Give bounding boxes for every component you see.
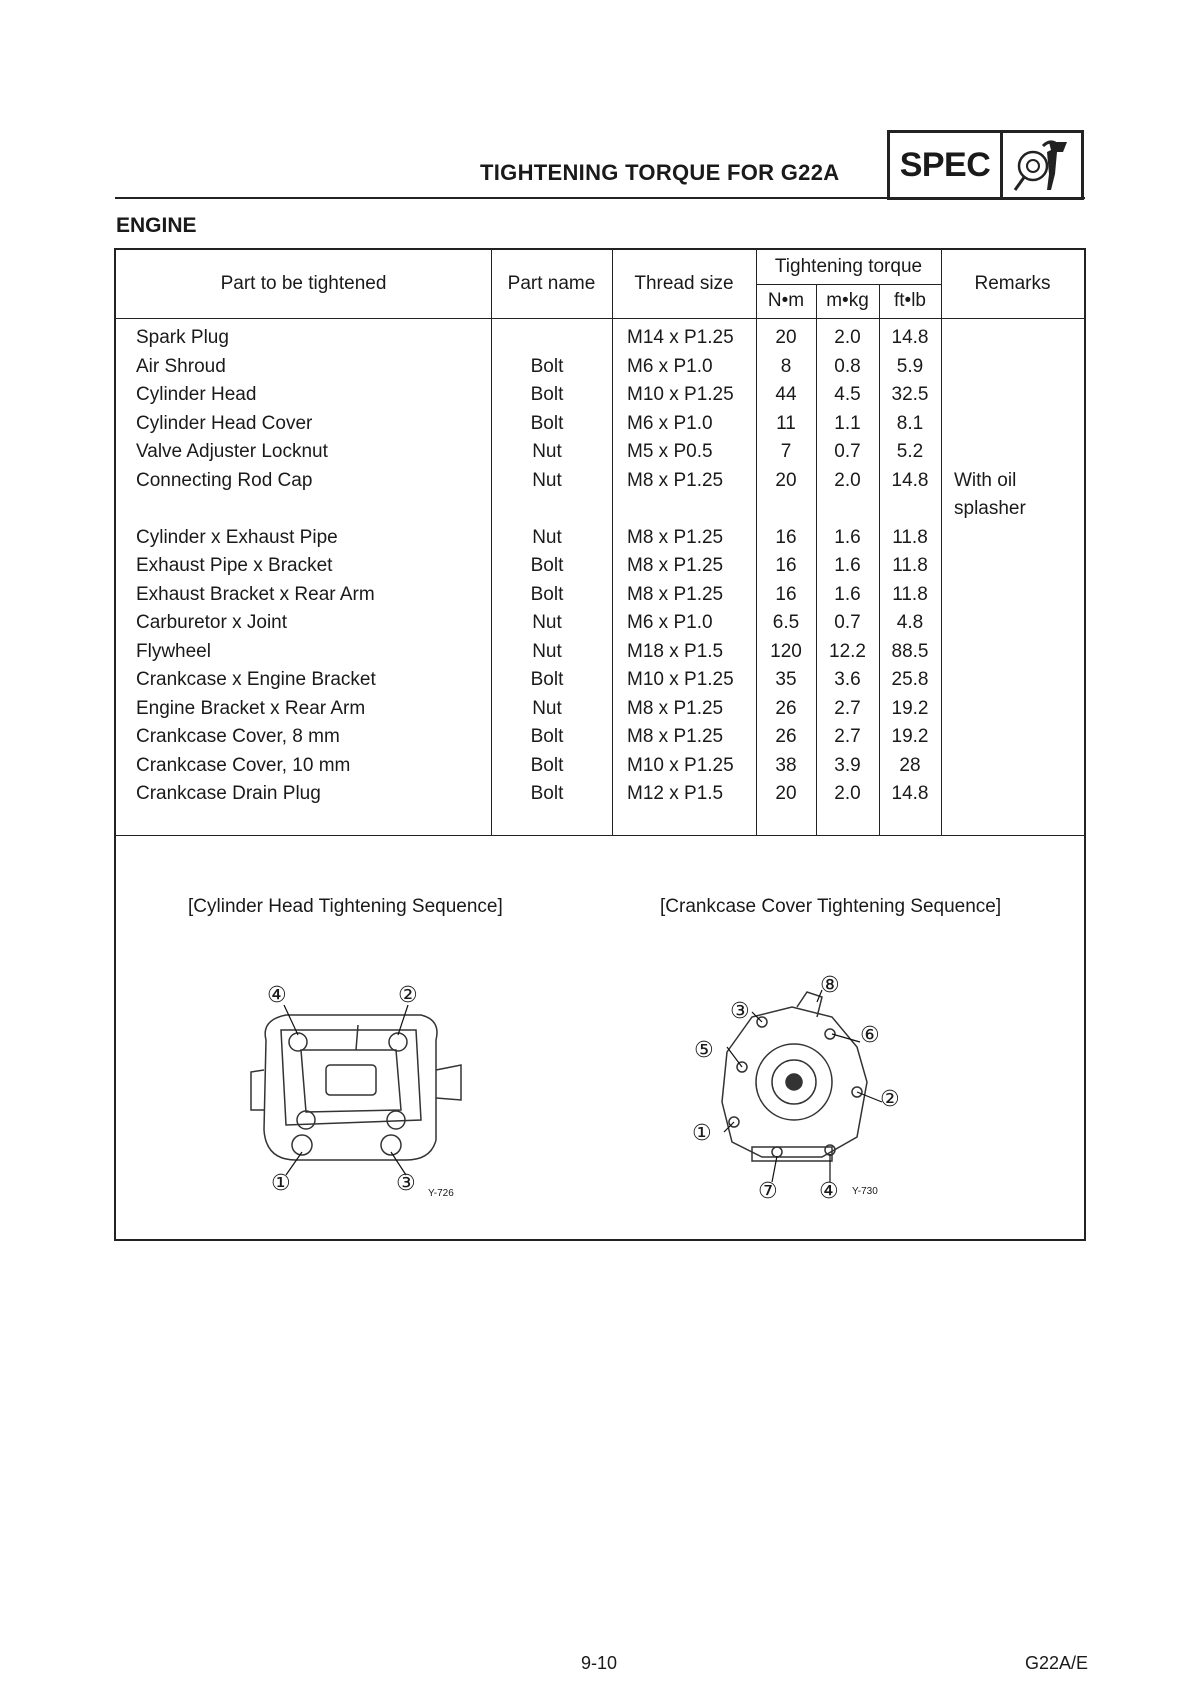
header-row-divider bbox=[116, 318, 1084, 319]
cell-mkg: 0.7 bbox=[834, 612, 861, 633]
page-number: 9-10 bbox=[581, 1653, 618, 1673]
cell-part: Engine Bracket x Rear Arm bbox=[136, 697, 366, 719]
cell-part-name: Nut bbox=[532, 697, 562, 719]
cell-thread: M10 x P1.25 bbox=[627, 384, 734, 405]
cell-ftlb: 11.8 bbox=[892, 555, 928, 576]
cell-part-name: Bolt bbox=[530, 384, 564, 405]
cylinder-head-diagram bbox=[246, 980, 476, 1200]
sequence-label: ③ bbox=[396, 1170, 416, 1195]
table-row bbox=[116, 498, 1084, 526]
cell-nm: 16 bbox=[775, 555, 797, 576]
cell-thread: M8 x P1.25 bbox=[627, 469, 724, 491]
cell-nm: 20 bbox=[775, 327, 797, 348]
header-divider bbox=[115, 197, 1085, 199]
cell-remarks: splasher bbox=[954, 498, 1026, 519]
crankcase-cover-diagram bbox=[682, 972, 922, 1202]
cell-thread: M5 x P0.5 bbox=[627, 441, 713, 462]
cell-ftlb: 25.8 bbox=[891, 669, 929, 690]
cell-nm: 35 bbox=[775, 669, 797, 690]
sequence-label: ⑥ bbox=[860, 1022, 880, 1047]
table-row bbox=[116, 555, 1084, 583]
cell-thread: M6 x P1.0 bbox=[627, 355, 713, 377]
cell-nm: 20 bbox=[775, 469, 797, 491]
header-mkg: m•kg bbox=[826, 290, 869, 311]
sequence-label: ⑦ bbox=[758, 1178, 778, 1203]
table-row bbox=[116, 584, 1084, 612]
cell-mkg: 2.0 bbox=[834, 327, 861, 348]
sequence-label: ① bbox=[692, 1120, 712, 1145]
cell-nm: 11 bbox=[776, 412, 796, 434]
spec-badge bbox=[887, 130, 1084, 200]
sequence-label: ④ bbox=[267, 982, 287, 1007]
cell-part: Crankcase Drain Plug bbox=[136, 783, 321, 804]
sequence-label: ① bbox=[271, 1170, 291, 1195]
cell-ftlb: 19.2 bbox=[891, 726, 929, 747]
table-row bbox=[116, 641, 1084, 669]
cell-ftlb: 5.9 bbox=[896, 355, 924, 377]
cell-nm: 26 bbox=[775, 726, 797, 747]
cell-nm: 38 bbox=[775, 754, 797, 776]
cell-mkg: 2.7 bbox=[834, 697, 861, 719]
cell-ftlb: 14.8 bbox=[891, 327, 929, 348]
cell-mkg: 2.0 bbox=[834, 469, 861, 491]
table-row bbox=[116, 413, 1084, 441]
cell-part: Air Shroud bbox=[136, 355, 226, 377]
cell-part: Spark Plug bbox=[136, 327, 229, 348]
cell-mkg: 1.6 bbox=[834, 555, 861, 576]
cell-thread: M6 x P1.0 bbox=[627, 412, 713, 434]
cell-part-name: Nut bbox=[532, 469, 562, 491]
cell-part: Exhaust Pipe x Bracket bbox=[136, 555, 333, 576]
cell-part-name: Bolt bbox=[530, 726, 564, 747]
torque-table bbox=[114, 248, 1086, 1241]
cell-ftlb: 11.8 bbox=[892, 583, 928, 605]
cell-ftlb: 32.5 bbox=[891, 384, 929, 405]
table-row bbox=[116, 755, 1084, 783]
cell-part: Cylinder Head bbox=[136, 384, 257, 405]
cell-part-name: Bolt bbox=[530, 669, 564, 690]
section-title: ENGINE bbox=[116, 214, 197, 237]
cell-nm: 26 bbox=[775, 697, 797, 719]
table-row bbox=[116, 384, 1084, 412]
sequence-label: ⑤ bbox=[694, 1037, 714, 1062]
cylinder-head-sequence-caption: [Cylinder Head Tightening Sequence] bbox=[188, 896, 503, 917]
cell-part: Carburetor x Joint bbox=[136, 612, 288, 633]
cell-nm: 6.5 bbox=[772, 612, 800, 633]
cell-mkg: 0.8 bbox=[834, 355, 861, 377]
cell-ftlb: 88.5 bbox=[891, 640, 929, 662]
cell-part-name: Bolt bbox=[530, 555, 564, 576]
cell-ftlb: 28 bbox=[899, 754, 921, 776]
table-row bbox=[116, 441, 1084, 469]
table-bottom-divider bbox=[116, 835, 1084, 836]
cell-part: Valve Adjuster Locknut bbox=[136, 441, 328, 462]
cell-thread: M8 x P1.25 bbox=[627, 726, 724, 747]
cell-part: Crankcase Cover, 8 mm bbox=[136, 726, 340, 747]
table-row bbox=[116, 698, 1084, 726]
table-row bbox=[116, 327, 1084, 355]
sequence-label: ⑧ bbox=[820, 972, 840, 997]
sequence-label: ② bbox=[398, 982, 418, 1007]
cell-mkg: 12.2 bbox=[829, 640, 866, 662]
cell-mkg: 2.0 bbox=[834, 783, 861, 804]
model-code: G22A/E bbox=[1025, 1653, 1089, 1673]
cell-nm: 120 bbox=[770, 640, 802, 662]
cell-thread: M12 x P1.5 bbox=[627, 783, 724, 804]
cell-thread: M8 x P1.25 bbox=[627, 697, 724, 719]
cell-part-name: Nut bbox=[532, 441, 562, 462]
cell-thread: M14 x P1.25 bbox=[627, 327, 734, 348]
table-row bbox=[116, 612, 1084, 640]
cell-part-name: Bolt bbox=[530, 412, 564, 434]
cell-thread: M10 x P1.25 bbox=[627, 669, 734, 690]
table-row bbox=[116, 669, 1084, 697]
cell-nm: 16 bbox=[775, 526, 797, 548]
cell-part-name: Nut bbox=[532, 526, 562, 548]
figure-code: Y-730 bbox=[852, 1186, 878, 1197]
cell-ftlb: 14.8 bbox=[891, 783, 929, 804]
cell-nm: 16 bbox=[775, 583, 797, 605]
cell-ftlb: 8.1 bbox=[896, 412, 924, 434]
cell-ftlb: 11.8 bbox=[892, 526, 928, 548]
header-part: Part to be tightened bbox=[220, 273, 387, 294]
cell-thread: M6 x P1.0 bbox=[627, 612, 713, 633]
cell-mkg: 1.6 bbox=[834, 526, 861, 548]
cell-thread: M18 x P1.5 bbox=[627, 640, 724, 662]
cell-ftlb: 14.8 bbox=[891, 469, 929, 491]
cell-mkg: 3.6 bbox=[834, 669, 861, 690]
cell-mkg: 3.9 bbox=[834, 754, 861, 776]
header-torque: Tightening torque bbox=[774, 256, 923, 277]
cell-part-name: Bolt bbox=[530, 583, 564, 605]
cell-part-name: Bolt bbox=[530, 355, 564, 377]
cell-nm: 20 bbox=[775, 783, 797, 804]
cell-part: Connecting Rod Cap bbox=[136, 469, 313, 491]
crankcase-cover-sequence-caption: [Crankcase Cover Tightening Sequence] bbox=[660, 896, 1002, 917]
cell-thread: M10 x P1.25 bbox=[627, 754, 734, 776]
sequence-label: ④ bbox=[819, 1178, 839, 1203]
cell-nm: 44 bbox=[775, 384, 797, 405]
page-title: TIGHTENING TORQUE FOR G22A bbox=[480, 160, 840, 185]
cell-ftlb: 5.2 bbox=[896, 441, 924, 462]
cell-part-name: Bolt bbox=[530, 783, 564, 804]
cell-thread: M8 x P1.25 bbox=[627, 583, 724, 605]
header-nm: N•m bbox=[767, 290, 805, 311]
cell-nm: 7 bbox=[780, 441, 792, 462]
cell-part: Crankcase x Engine Bracket bbox=[136, 669, 376, 690]
cell-part: Exhaust Bracket x Rear Arm bbox=[136, 583, 375, 605]
cylinder-head-drawing bbox=[246, 980, 476, 1200]
cell-part-name: Nut bbox=[532, 640, 562, 662]
table-row bbox=[116, 783, 1084, 811]
header-part-name: Part name bbox=[507, 273, 596, 294]
cell-mkg: 2.7 bbox=[834, 726, 861, 747]
figure-code: Y-726 bbox=[428, 1188, 454, 1199]
table-row bbox=[116, 726, 1084, 754]
cell-remarks: With oil bbox=[954, 469, 1017, 491]
header-thread-size: Thread size bbox=[634, 273, 734, 294]
cell-ftlb: 4.8 bbox=[896, 612, 924, 633]
sequence-label: ② bbox=[880, 1086, 900, 1111]
cell-mkg: 1.6 bbox=[834, 583, 861, 605]
spec-badge-label: SPEC bbox=[890, 133, 1003, 197]
cell-part-name: Nut bbox=[532, 612, 562, 633]
cell-thread: M8 x P1.25 bbox=[627, 526, 724, 548]
cell-mkg: 4.5 bbox=[834, 384, 861, 405]
cell-mkg: 0.7 bbox=[834, 441, 861, 462]
cell-ftlb: 19.2 bbox=[891, 697, 929, 719]
table-row bbox=[116, 470, 1084, 498]
cell-nm: 8 bbox=[780, 355, 792, 377]
cell-mkg: 1.1 bbox=[834, 412, 861, 434]
cell-part: Flywheel bbox=[136, 640, 211, 662]
cell-part: Cylinder x Exhaust Pipe bbox=[136, 526, 338, 548]
table-row bbox=[116, 356, 1084, 384]
cell-part: Crankcase Cover, 10 mm bbox=[136, 754, 351, 776]
sequence-label: ③ bbox=[730, 998, 750, 1023]
spark-plug-wrench-icon bbox=[1003, 133, 1081, 197]
header-ftlb: ft•lb bbox=[894, 290, 926, 311]
cell-thread: M8 x P1.25 bbox=[627, 555, 724, 576]
header-remarks: Remarks bbox=[974, 273, 1051, 294]
table-row bbox=[116, 527, 1084, 555]
cell-part-name: Bolt bbox=[530, 754, 564, 776]
cell-part: Cylinder Head Cover bbox=[136, 412, 313, 434]
